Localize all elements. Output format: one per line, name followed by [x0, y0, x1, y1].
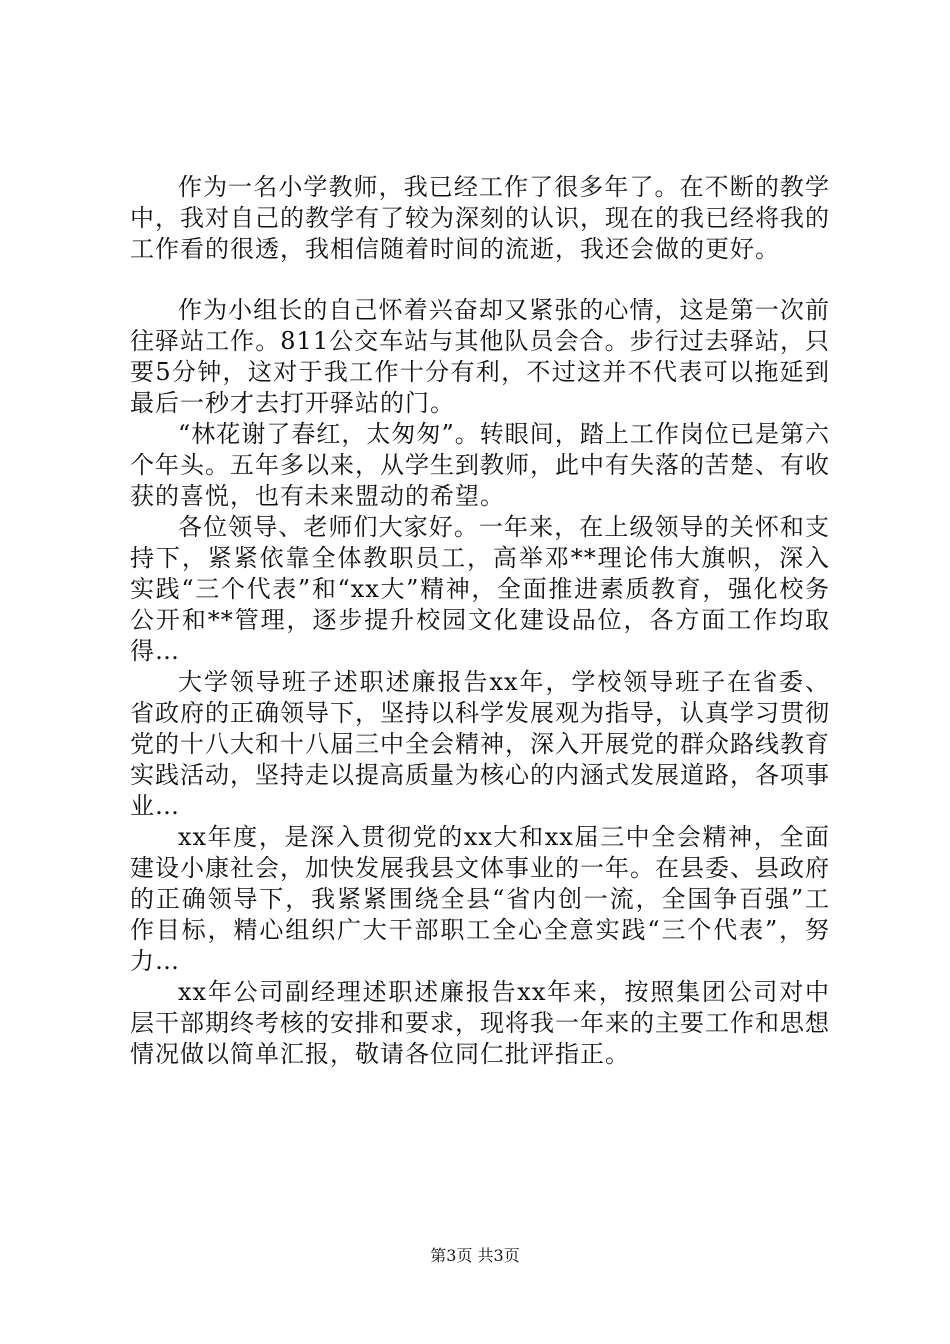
paragraph: xx年公司副经理述职述廉报告xx年来，按照集团公司对中层干部期终考核的安排和要求，现将我一年来的主要工作和思想情况做以简单汇报，敬请各位同仁批评指正。 — [130, 978, 830, 1068]
page-footer: 第3页 共3页 — [430, 1246, 520, 1265]
paragraph: 大学领导班子述职述廉报告xx年，学校领导班子在省委、省政府的正确领导下，坚持以科学发展观为指导，认真学习贯彻党的十八大和十八届三中全会精神，深入开展党的群众路线教育实践活动，坚持走以提高质量为核心的内涵式发展道路，各项事业… — [130, 668, 830, 820]
document-body — [130, 172, 830, 1070]
paragraph: 作为小组长的自己怀着兴奋却又紧张的心情，这是第一次前往驿站工作。811公交车站与其他队员会合。步行过去驿站，只要5分钟，这对于我工作十分有利，不过这并不代表可以拖延到最后一秒才去打开驿站的门。 — [130, 296, 830, 417]
paragraph: “林花谢了春红，太匆匆”。转眼间，踏上工作岗位已是第六个年头。五年多以来，从学生到教师，此中有失落的苦楚、有收获的喜悦，也有未来盟动的希望。 — [130, 420, 830, 510]
paragraph: 各位领导、老师们大家好。一年来，在上级领导的关怀和支持下，紧紧依靠全体教职员工，高举邓**理论伟大旗帜，深入实践“三个代表”和“xx大”精神，全面推进素质教育，强化校务公开和**管理，逐步提升校园文化建设品位，各方面工作均取得… — [130, 513, 830, 665]
paragraph: xx年度，是深入贯彻党的xx大和xx届三中全会精神，全面建设小康社会，加快发展我县文体事业的一年。在县委、县政府的正确领导下，我紧紧围绕全县“省内创一流，全国争百强”工作目标，精心组织广大干部职工全心全意实践“三个代表”，努力… — [130, 823, 830, 975]
paragraph: 作为一名小学教师，我已经工作了很多年了。在不断的教学中，我对自己的教学有了较为深刻的认识，现在的我已经将我的工作看的很透，我相信随着时间的流逝，我还会做的更好。 — [130, 173, 830, 263]
